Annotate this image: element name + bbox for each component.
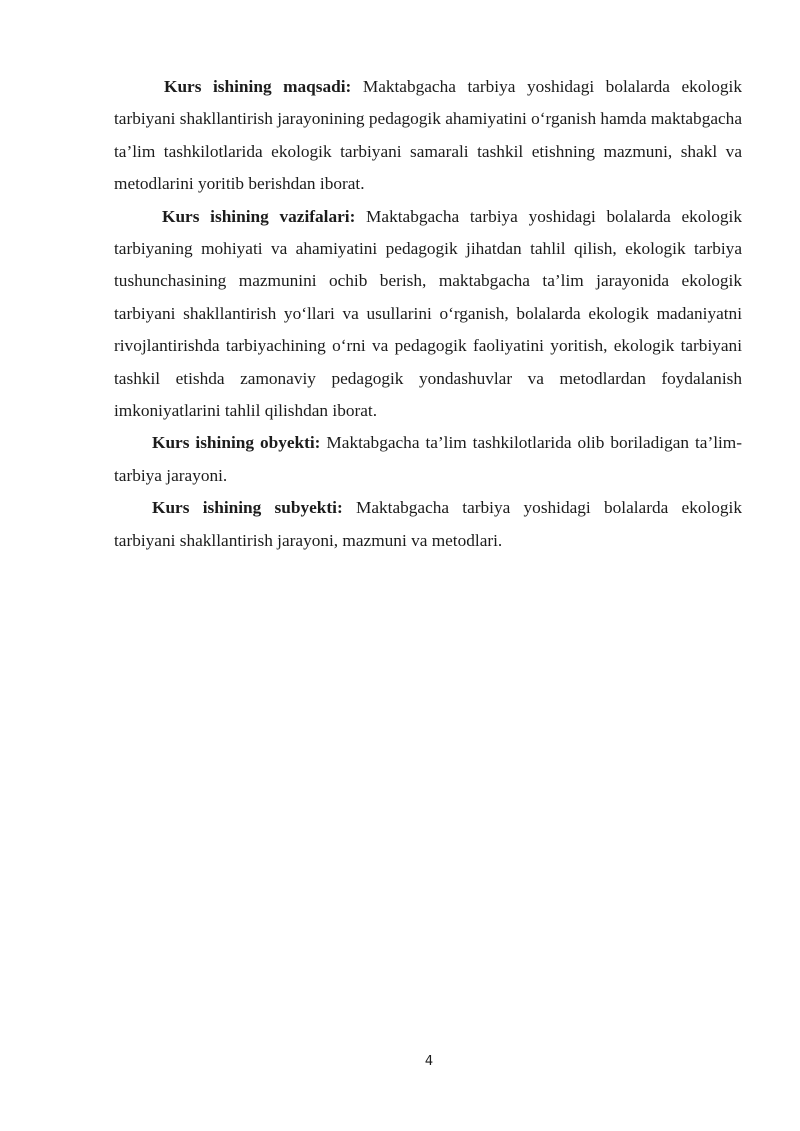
paragraph-subyekti: [114, 492, 742, 557]
page-number: 4: [424, 1054, 434, 1069]
paragraph-term: Kurs ishining vazifalari:: [162, 206, 356, 226]
paragraph-maqsadi: [114, 71, 742, 201]
paragraph-text: Maktabgacha ta’lim tashkilotlarida olib boriladigan ta’lim-tarbiya jarayoni.: [114, 433, 742, 485]
page-body: [114, 71, 742, 557]
paragraph-vazifalari: [114, 201, 742, 428]
paragraph-term: Kurs ishining maqsadi:: [164, 77, 352, 96]
paragraph-term: Kurs ishining obyekti:: [152, 433, 321, 453]
paragraph-text: Maktabgacha tarbiya yoshidagi bolalarda ekologik tarbiyani shakllantirish jarayonining pedagogik ahamiyatini o‘rganish hamda maktabgacha ta’lim tashkilotlarida ekologik tarbiyani samarali tashkil etishning mazmuni, shakl va metodlarini yoritib berishdan iborat.: [114, 77, 742, 194]
paragraph-text: Maktabgacha tarbiya yoshidagi bolalarda ekologik tarbiyaning mohiyati va ahamiyatini pedagogik jihatdan tahlil qilish, ekologik tarbiya tushunchasining mazmunini ochib berish, maktabgacha ta’lim jarayonida ekologik tarbiyani shakllantirish yo‘llari va usullarini o‘rganish, bolalarda ekologik madaniyatni rivojlantirishda tarbiyachining o‘rni va pedagogik faoliyatini yoritish, ekologik tarbiyani tashkil etishda zamonaviy pedagogik yondashuvlar va metodlardan foydalanish imkoniyatlarini tahlil qilishdan iborat.: [114, 206, 742, 421]
paragraph-text: Maktabgacha tarbiya yoshidagi bolalarda ekologik tarbiyani shakllantirish jarayoni, mazmuni va metodlari.: [114, 498, 742, 550]
paragraph-obyekti: [114, 427, 742, 492]
paragraph-term: Kurs ishining subyekti:: [152, 498, 343, 518]
